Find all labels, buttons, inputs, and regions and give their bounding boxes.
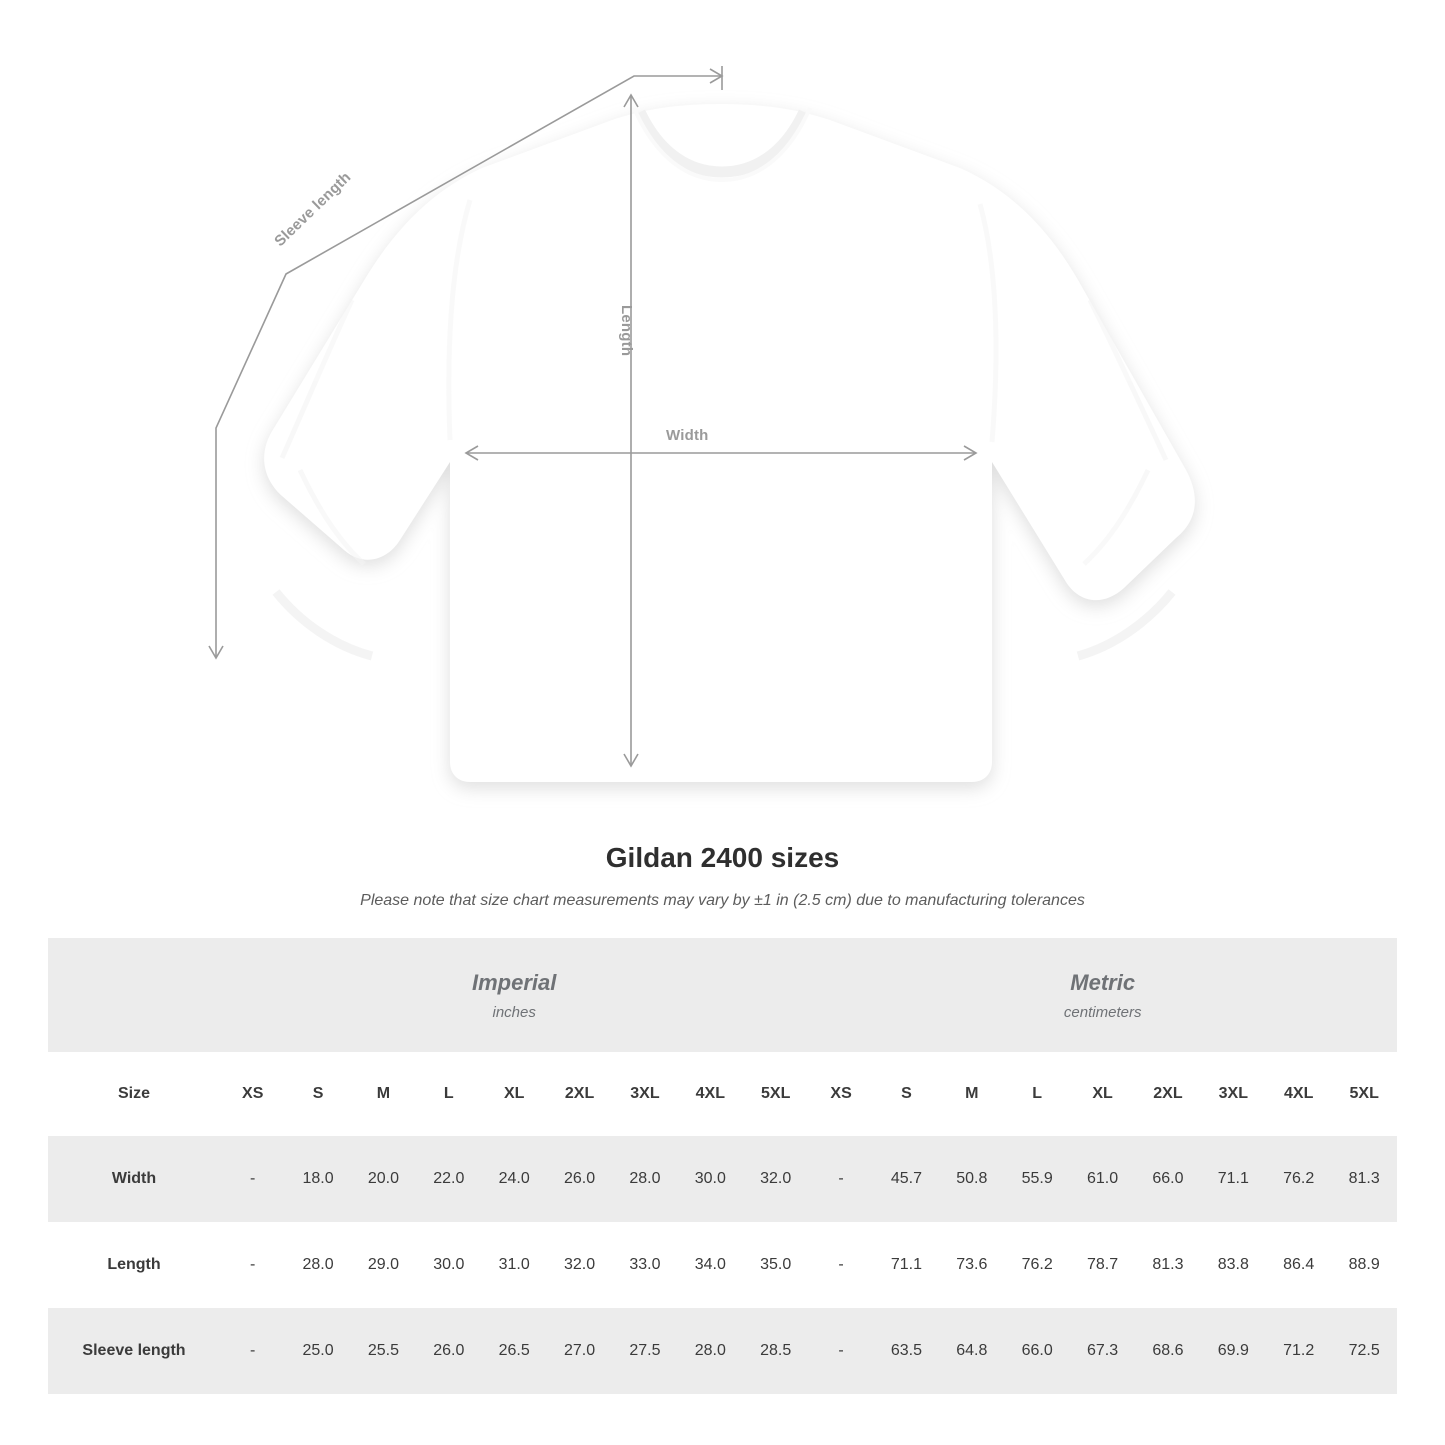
cell-width-4: 24.0 [482,1136,547,1222]
cell-width-7: 30.0 [678,1136,743,1222]
cell-width-15: 71.1 [1201,1136,1266,1222]
table-row [48,1222,1397,1308]
cell-width-12: 55.9 [1005,1136,1070,1222]
tolerance-note: Please note that size chart measurements may vary by ±1 in (2.5 cm) due to manufacturing tolerances [360,892,1085,909]
table-header-row [48,1052,1397,1136]
cell-width-0: - [220,1136,285,1222]
cell-sleeve-10: 63.5 [874,1308,939,1394]
cell-sleeve-4: 26.5 [482,1308,547,1394]
cell-length-17: 88.9 [1331,1222,1397,1308]
unit-group-row [48,938,1397,1052]
header-col-14: 2XL [1135,1052,1200,1136]
header-col-2: M [351,1052,416,1136]
cell-width-16: 76.2 [1266,1136,1331,1222]
title-block [0,842,1445,910]
header-col-16: 4XL [1266,1052,1331,1136]
cell-length-8: 35.0 [743,1222,808,1308]
cell-width-10: 45.7 [874,1136,939,1222]
cell-length-2: 29.0 [351,1222,416,1308]
cell-length-16: 86.4 [1266,1222,1331,1308]
row-label-length: Length [48,1222,220,1308]
cell-length-3: 30.0 [416,1222,481,1308]
sleeve-length-dimension-label: Sleeve length [271,168,355,250]
header-col-8: 5XL [743,1052,808,1136]
header-col-4: XL [482,1052,547,1136]
row-label-width: Width [48,1136,220,1222]
header-col-9: XS [808,1052,873,1136]
cell-width-8: 32.0 [743,1136,808,1222]
cell-length-11: 73.6 [939,1222,1004,1308]
unit-group-imperial [220,938,808,1052]
unit-group-imperial-sub: inches [492,1003,536,1021]
header-col-13: XL [1070,1052,1135,1136]
cell-width-3: 22.0 [416,1136,481,1222]
unit-group-blank [48,938,220,1052]
header-size: Size [48,1052,220,1136]
cell-length-13: 78.7 [1070,1222,1135,1308]
cell-length-1: 28.0 [285,1222,350,1308]
unit-group-imperial-name: Imperial [472,969,557,995]
cell-sleeve-5: 27.0 [547,1308,612,1394]
cell-sleeve-6: 27.5 [612,1308,677,1394]
cell-sleeve-3: 26.0 [416,1308,481,1394]
cell-length-9: - [808,1222,873,1308]
cell-width-13: 61.0 [1070,1136,1135,1222]
cell-length-6: 33.0 [612,1222,677,1308]
cell-sleeve-9: - [808,1308,873,1394]
cell-sleeve-7: 28.0 [678,1308,743,1394]
cell-sleeve-15: 69.9 [1201,1308,1266,1394]
cell-sleeve-13: 67.3 [1070,1308,1135,1394]
cell-sleeve-11: 64.8 [939,1308,1004,1394]
table-row [48,1136,1397,1222]
length-dimension-label: Length [618,305,635,357]
cell-width-6: 28.0 [612,1136,677,1222]
cell-length-10: 71.1 [874,1222,939,1308]
header-col-12: L [1005,1052,1070,1136]
cell-length-7: 34.0 [678,1222,743,1308]
cell-length-0: - [220,1222,285,1308]
header-col-6: 3XL [612,1052,677,1136]
cell-width-9: - [808,1136,873,1222]
size-chart-table [48,938,1397,1394]
cell-sleeve-2: 25.5 [351,1308,416,1394]
header-col-10: S [874,1052,939,1136]
size-table-wrapper [48,938,1397,1394]
header-col-3: L [416,1052,481,1136]
cell-sleeve-16: 71.2 [1266,1308,1331,1394]
cell-sleeve-17: 72.5 [1331,1308,1397,1394]
unit-group-metric-sub: centimeters [1063,1003,1142,1021]
width-dimension-label: Width [666,427,709,444]
cell-length-4: 31.0 [482,1222,547,1308]
cell-sleeve-14: 68.6 [1135,1308,1200,1394]
header-col-17: 5XL [1331,1052,1397,1136]
unit-group-metric [808,938,1397,1052]
header-col-1: S [285,1052,350,1136]
cell-sleeve-12: 66.0 [1005,1308,1070,1394]
row-label-sleeve-length: Sleeve length [48,1308,220,1394]
shirt-shape [264,104,1195,782]
cell-sleeve-1: 25.0 [285,1308,350,1394]
cell-width-11: 50.8 [939,1136,1004,1222]
cell-width-1: 18.0 [285,1136,350,1222]
header-col-0: XS [220,1052,285,1136]
unit-group-metric-name: Metric [1070,969,1136,995]
cell-length-14: 81.3 [1135,1222,1200,1308]
cell-sleeve-8: 28.5 [743,1308,808,1394]
cell-length-15: 83.8 [1201,1222,1266,1308]
cell-width-2: 20.0 [351,1136,416,1222]
cell-length-12: 76.2 [1005,1222,1070,1308]
cell-sleeve-0: - [220,1308,285,1394]
header-col-5: 2XL [547,1052,612,1136]
table-row [48,1308,1397,1394]
header-col-7: 4XL [678,1052,743,1136]
header-col-15: 3XL [1201,1052,1266,1136]
page-title: Gildan 2400 sizes [605,842,840,873]
cell-width-5: 26.0 [547,1136,612,1222]
cell-width-17: 81.3 [1331,1136,1397,1222]
header-col-11: M [939,1052,1004,1136]
cell-length-5: 32.0 [547,1222,612,1308]
cell-width-14: 66.0 [1135,1136,1200,1222]
